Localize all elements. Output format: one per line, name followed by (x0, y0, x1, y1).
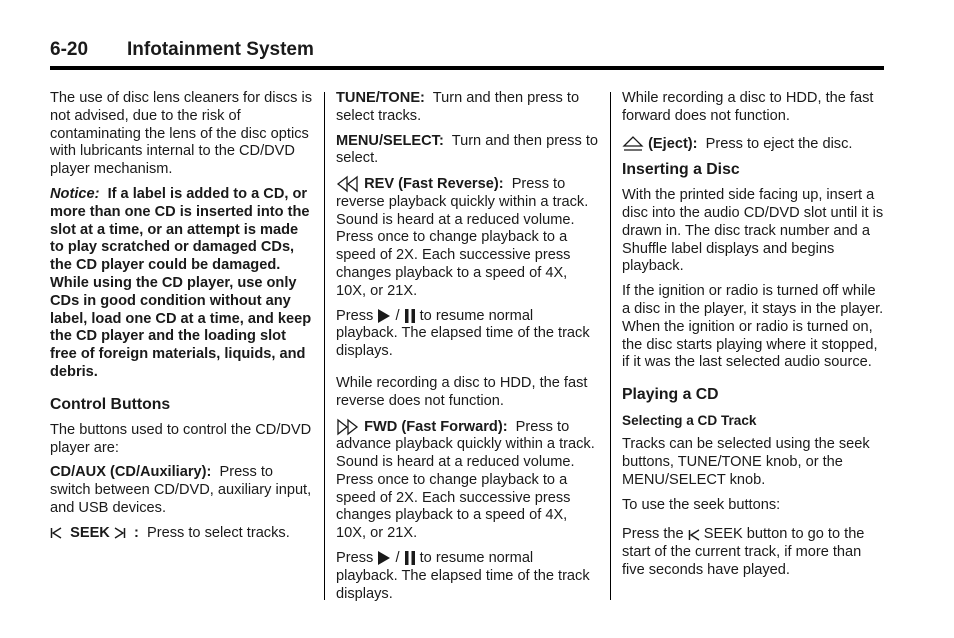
tune-paragraph (336, 90, 598, 126)
press-text: Press (336, 550, 374, 567)
resume-text: to resume normal playback. The elapsed time of the track displays. (336, 307, 590, 360)
column-divider (324, 92, 325, 600)
column-3 (622, 90, 884, 587)
heading-control-buttons: Control Buttons (50, 395, 171, 413)
paragraph: With the printed side facing up, insert a disc into the audio CD/DVD slot until it is drawn in. The disc track number and a Shuffle label displays and begins playback. (622, 187, 884, 275)
column-divider (610, 92, 611, 600)
slash-text: / (395, 550, 400, 567)
column-1 (50, 90, 312, 550)
notice-text: If a label is added to a CD, or more than one CD is inserted into the slot at a time, or an attempt is made to play scratched or damaged CDs, the CD player could be damaged. While using the CD player, use only CDs in good condition without any label, load one CD at a time, and keep the CD player and the loading slot free of foreign materials, liquids, and debris. (50, 185, 312, 380)
seek-forward-icon (114, 527, 126, 539)
play-icon (377, 550, 391, 566)
cd-aux-text: Press to switch between CD/DVD, auxiliary input, and USB devices. (50, 464, 312, 516)
menu-paragraph (336, 133, 598, 169)
seek-text: Press to select tracks. (147, 524, 290, 541)
slash-text: / (395, 307, 400, 324)
page-title: Infotainment System (127, 39, 314, 60)
rev-label: REV (Fast Reverse): (364, 176, 504, 193)
resume-paragraph (336, 550, 598, 603)
eject-text: Press to eject the disc. (705, 135, 853, 152)
seek-paragraph (50, 525, 312, 543)
notice-paragraph (50, 186, 312, 382)
menu-text: Turn and then press to select. (336, 132, 598, 167)
paragraph: If the ignition or radio is turned off while a disc in the player, it stays in the player. When the ignition or radio is turned on, the disc starts playing where it stopped, if it was the last selected audio source. (622, 283, 884, 371)
paragraph: While recording a disc to HDD, the fast forward does not function. (622, 90, 874, 124)
fast-forward-icon (336, 418, 360, 436)
cd-aux-paragraph (50, 464, 312, 517)
tune-text: Turn and then press to select tracks. (336, 90, 580, 124)
tune-label: TUNE/TONE: (336, 90, 425, 106)
seek-back-icon (688, 529, 700, 541)
seek-press-text: SEEK button to go to the start of the current track, if more than five seconds have played. (622, 526, 865, 578)
press-text: Press the (622, 526, 684, 543)
subheading-selecting-track: Selecting a CD Track (622, 413, 757, 429)
pause-icon (404, 550, 416, 566)
play-icon (377, 308, 391, 324)
fwd-paragraph (336, 418, 598, 543)
rev-text: Press to reverse playback quickly within a track. Sound is heard at a reduced volume. Press once to change playback to a speed of 2X. Each successive press changes playback to a speed of 4X, 10X, or 21X. (336, 176, 589, 299)
heading-inserting-disc: Inserting a Disc (622, 161, 740, 179)
seek-label: SEEK (70, 524, 110, 541)
paragraph: While recording a disc to HDD, the fast reverse does not function. (336, 375, 588, 409)
page-number: 6-20 (50, 39, 89, 60)
fast-reverse-icon (336, 175, 360, 193)
fwd-label: FWD (Fast Forward): (364, 418, 508, 435)
cd-aux-label: CD/AUX (CD/Auxiliary): (50, 464, 212, 481)
paragraph: To use the seek buttons: (622, 496, 781, 513)
page-header (50, 36, 884, 70)
resume-text: to resume normal playback. The elapsed time of the track displays. (336, 550, 590, 602)
paragraph: The buttons used to control the CD/DVD player are: (50, 421, 312, 456)
pause-icon (404, 308, 416, 324)
menu-label: MENU/SELECT: (336, 132, 444, 149)
seek-colon: : (134, 524, 139, 541)
column-2 (336, 90, 598, 610)
resume-paragraph (336, 308, 598, 361)
paragraph: Tracks can be selected using the seek buttons, TUNE/TONE knob, or the MENU/SELECT knob. (622, 436, 870, 488)
seek-back-icon (50, 527, 62, 539)
seek-press-paragraph (622, 526, 884, 579)
paragraph: The use of disc lens cleaners for discs is not advised, due to the risk of contaminating the lens of the disc optics with lubricants internal to the CD/DVD player mechanism. (50, 90, 312, 178)
eject-label: (Eject): (648, 135, 698, 152)
press-text: Press (336, 307, 374, 324)
eject-paragraph (622, 135, 884, 154)
rev-paragraph (336, 175, 598, 300)
heading-playing-cd: Playing a CD (622, 386, 719, 404)
fwd-text: Press to advance playback quickly within a track. Sound is heard at a reduced volume. Press once to change playback to a speed of 2X. Each successive press changes playback to a speed of 4X, 10X, or 21X. (336, 418, 595, 542)
eject-icon (622, 135, 644, 153)
notice-label: Notice: (50, 185, 100, 202)
